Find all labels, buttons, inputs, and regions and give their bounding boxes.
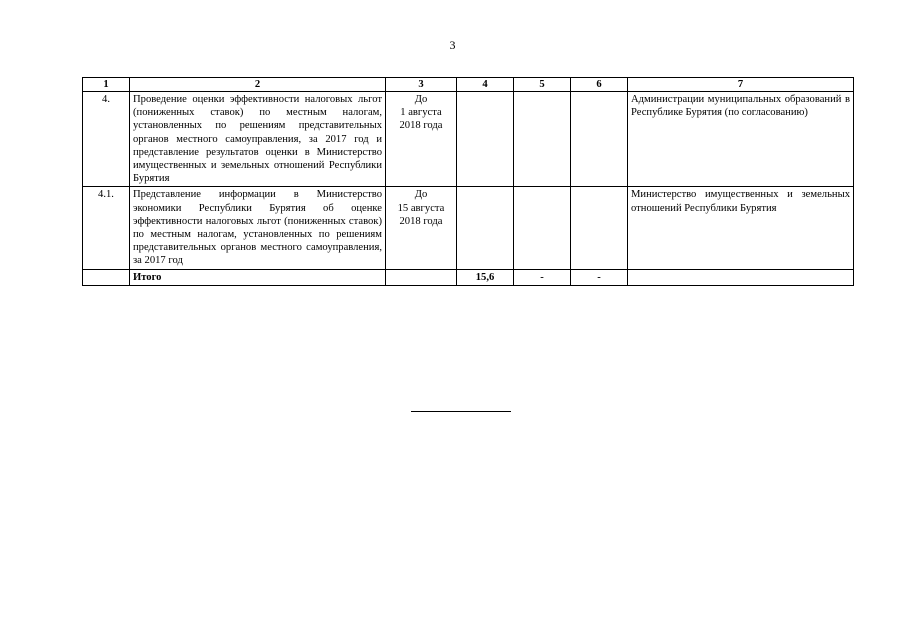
total-col6: -	[571, 269, 628, 285]
row-responsible: Администрации муниципальных образований в Республике Бурятия (по согласованию)	[628, 92, 854, 187]
deadline-line: До	[414, 189, 428, 201]
page-number: 3	[449, 38, 456, 52]
table-header-row	[83, 78, 854, 92]
row-col5	[514, 187, 571, 269]
header-cell: 4	[457, 78, 514, 92]
plan-table	[82, 77, 854, 286]
header-cell: 5	[514, 78, 571, 92]
total-label: Итого	[130, 269, 386, 285]
deadline-line: 2018 года	[399, 215, 443, 227]
row-deadline	[386, 92, 457, 187]
row-description: Представление информации в Министерство экономики Республики Бурятия об оценке эффективности налоговых льгот (пониженных ставок) по местным налогам, установленных по решениям представительных органов местного самоуправления, за 2017 год	[130, 187, 386, 269]
header-cell: 6	[571, 78, 628, 92]
table-row	[83, 92, 854, 187]
row-number: 4.	[83, 92, 130, 187]
deadline-line: До	[414, 94, 428, 105]
row-responsible: Министерство имущественных и земельных отношений Республики Бурятия	[628, 187, 854, 269]
header-cell: 1	[83, 78, 130, 92]
row-col4	[457, 92, 514, 187]
total-empty-cell	[386, 269, 457, 285]
end-separator-line	[411, 411, 511, 412]
total-empty-cell	[628, 269, 854, 285]
header-cell: 3	[386, 78, 457, 92]
table-row	[83, 187, 854, 269]
header-cell: 2	[130, 78, 386, 92]
deadline-line: 2018 года	[399, 120, 443, 132]
deadline-line: 1 августа	[400, 107, 442, 119]
row-description: Проведение оценки эффективности налоговых льгот (пониженных ставок) по местным налогам, установленных по решениям представительных органов местного самоуправления, за 2017 год и представление результатов оценки в Министерство имущественных и земельных отношений Республики Бурятия	[130, 92, 386, 187]
total-col5: -	[514, 269, 571, 285]
total-col4: 15,6	[457, 269, 514, 285]
row-number: 4.1.	[83, 187, 130, 269]
header-cell: 7	[628, 78, 854, 92]
row-col5	[514, 92, 571, 187]
row-col6	[571, 187, 628, 269]
total-empty-cell	[83, 269, 130, 285]
row-deadline	[386, 187, 457, 269]
row-col4	[457, 187, 514, 269]
row-col6	[571, 92, 628, 187]
total-row	[83, 269, 854, 285]
deadline-line: 15 августа	[397, 202, 445, 214]
